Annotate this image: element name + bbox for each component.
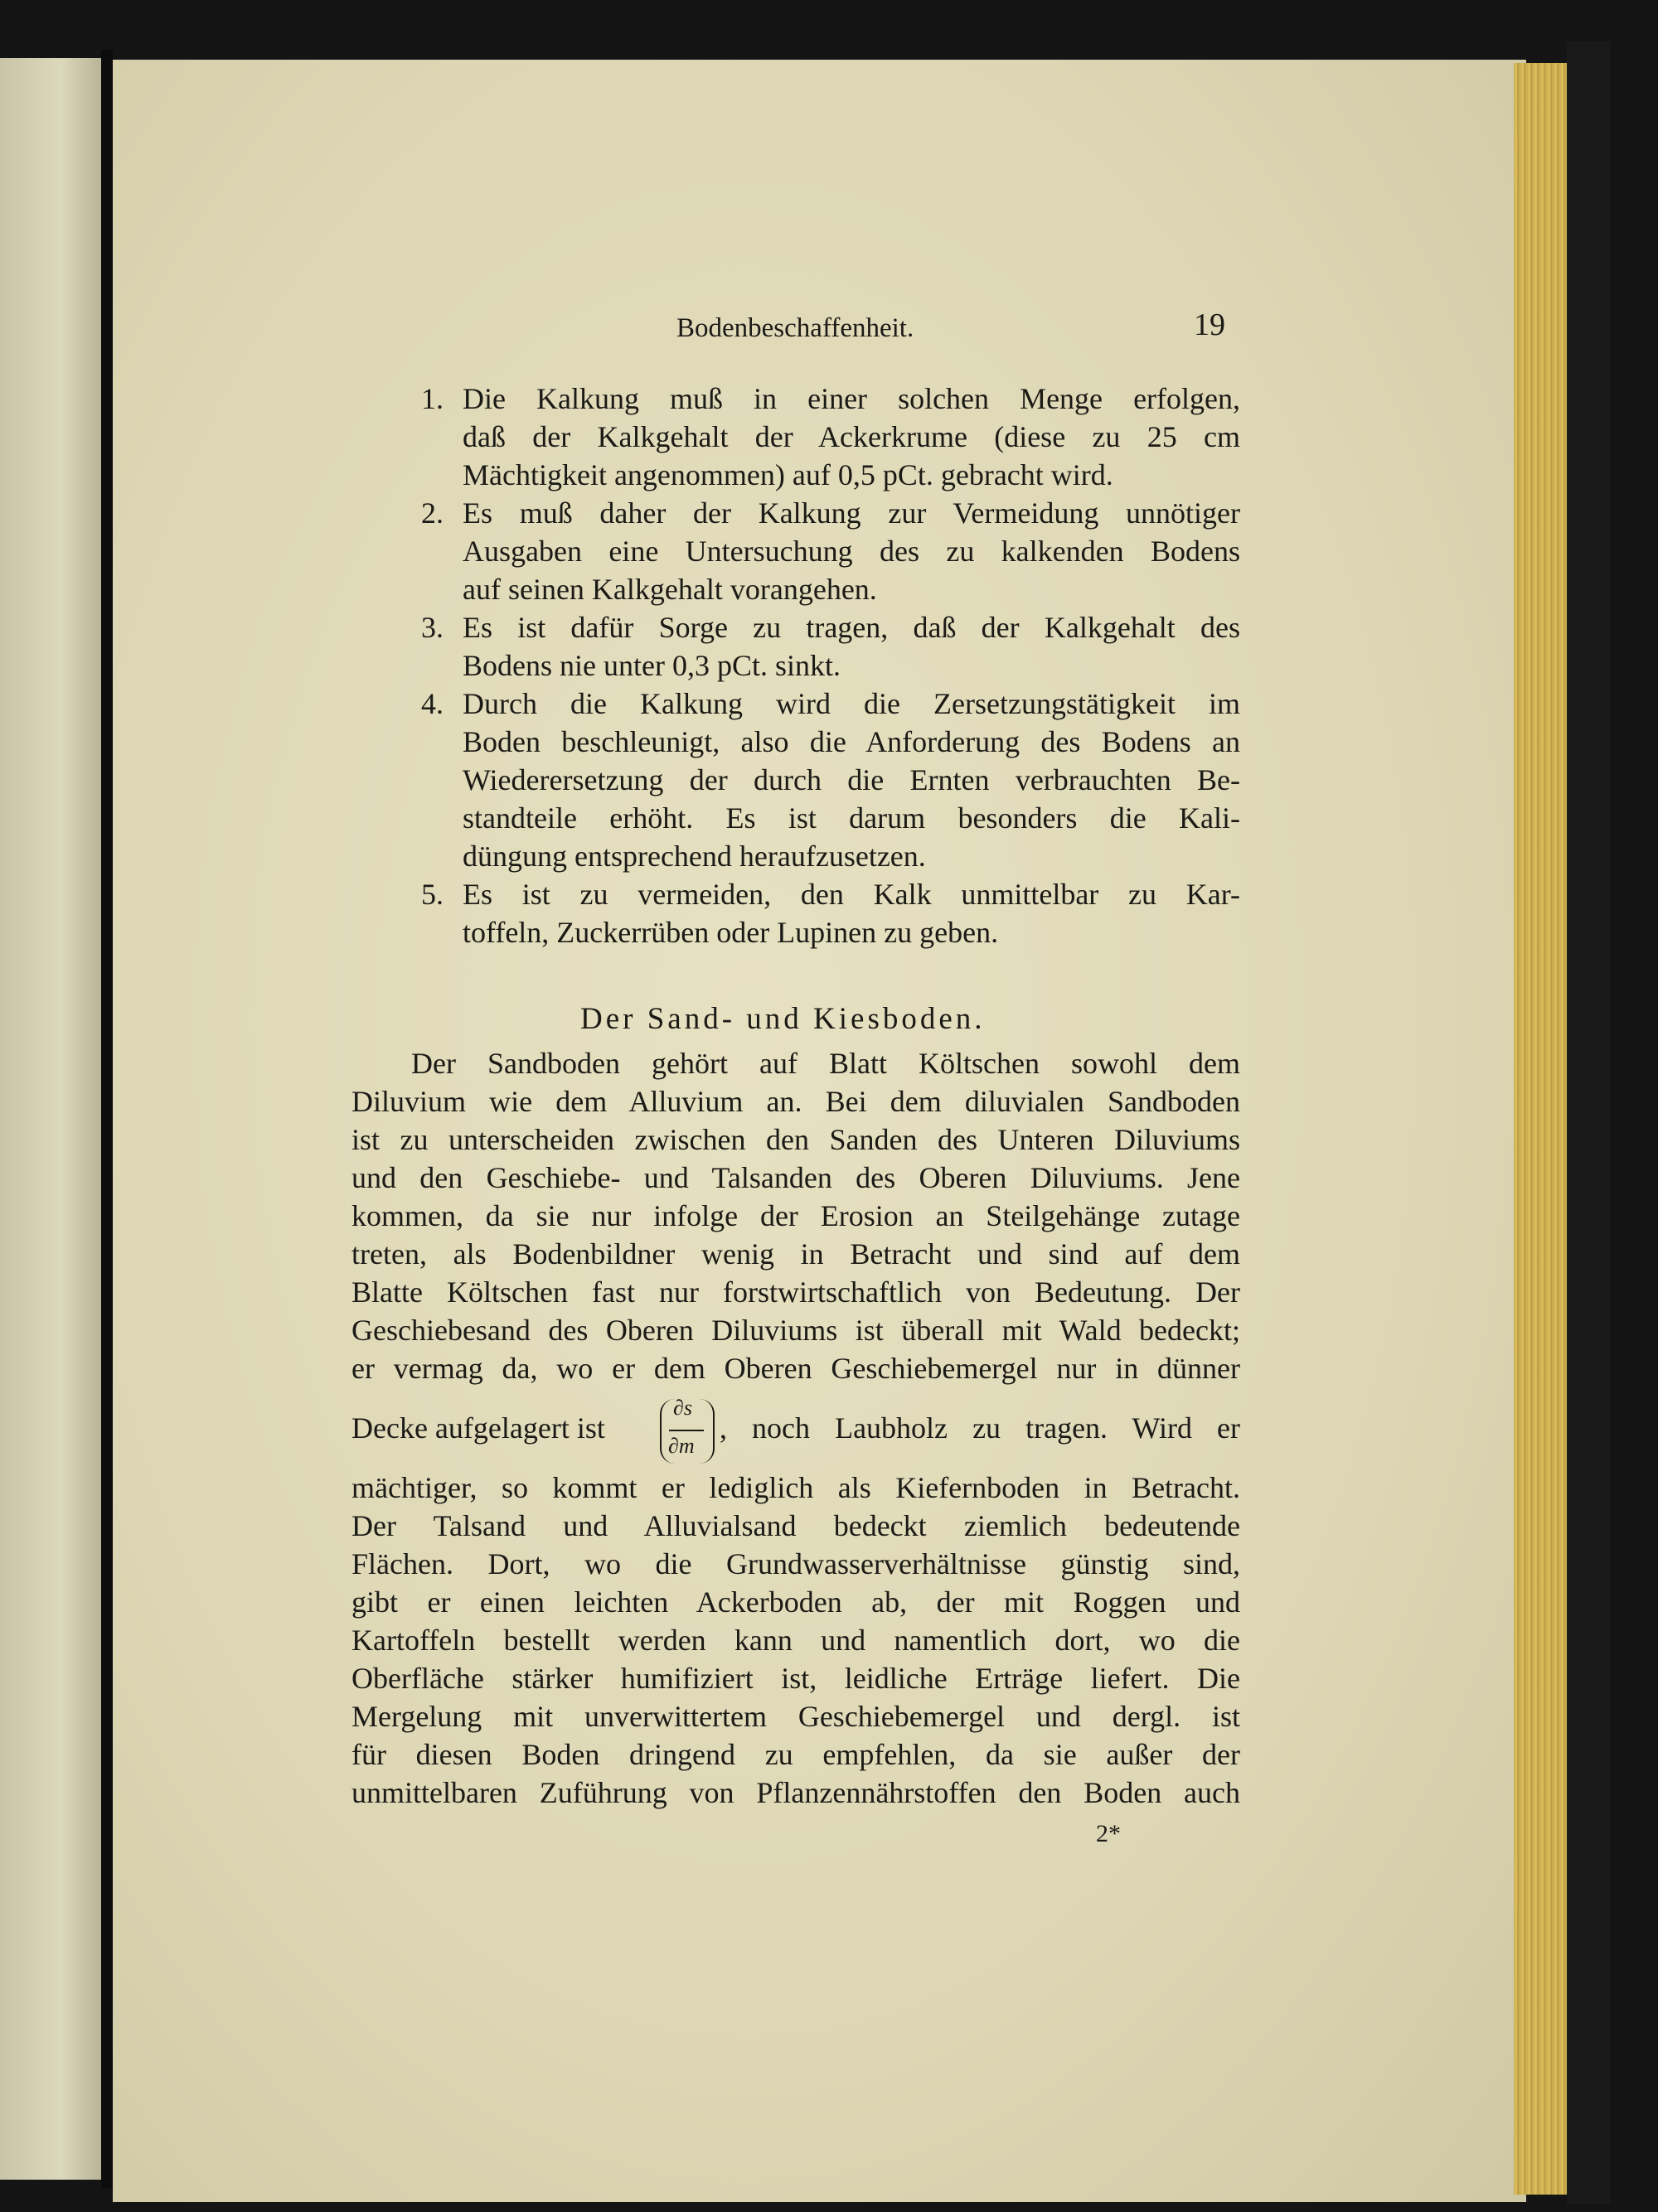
formula-line-after: , noch Laubholz zu tragen. Wird er [720,1411,1240,1445]
body-line: er vermag da, wo er dem Oberen Geschiebemergel nur in dünner [351,1352,1240,1385]
formula-line-before: Decke aufgelagert ist [351,1411,605,1445]
body-line: ist zu unterscheiden zwischen den Sanden des Unteren Diluviums [351,1123,1240,1156]
formula-denominator: ∂m [668,1434,695,1458]
signature-mark: 2* [1096,1820,1121,1847]
body-line: Der Talsand und Alluvialsand bedeckt ziemlich bedeutende [351,1509,1240,1542]
body-line: Blatte Költschen fast nur forstwirtschaftlich von Bedeutung. Der [351,1275,1240,1309]
book-gutter [101,50,113,2188]
body-line: Der Sandboden gehört auf Blatt Költschen sowohl dem [411,1047,1240,1080]
section-heading: Der Sand- und Kiesboden. [580,1002,986,1036]
body-line: Flächen. Dort, wo die Grundwasserverhältnisse günstig sind, [351,1547,1240,1580]
rule-line: Es ist dafür Sorge zu tragen, daß der Kalkgehalt des [463,611,1240,644]
rule-line: Bodens nie unter 0,3 pCt. sinkt. [463,649,841,682]
body-line: Mergelung mit unverwittertem Geschiebemergel und dergl. ist [351,1700,1240,1733]
body-line: treten, als Bodenbildner wenig in Betracht und sind auf dem [351,1237,1240,1271]
rule-line: Es muß daher der Kalkung zur Vermeidung unnötiger [463,496,1240,530]
rule-number: 1. [421,382,444,415]
left-page-edge [0,58,101,2180]
body-line: und den Geschiebe- und Talsanden des Oberen Diluviums. Jene [351,1161,1240,1194]
rule-line: Boden beschleunigt, also die Anforderung des Bodens an [463,725,1240,758]
body-line: Geschiebesand des Oberen Diluviums ist überall mit Wald bedeckt; [351,1314,1240,1347]
body-line: Kartoffeln bestellt werden kann und namentlich dort, wo die [351,1624,1240,1657]
body-line: Diluvium wie dem Alluvium an. Bei dem diluvialen Sandboden [351,1085,1240,1118]
rule-number: 5. [421,878,444,911]
body-line: für diesen Boden dringend zu empfehlen, da sie außer der [351,1738,1240,1771]
cover-edge [1567,41,1610,2205]
rule-number: 3. [421,611,444,644]
rule-line: Die Kalkung muß in einer solchen Menge erfolgen, [463,382,1240,415]
rule-line: düngung entsprechend heraufzusetzen. [463,840,926,873]
rule-number: 4. [421,687,444,720]
rule-line: Wiederersetzung der durch die Ernten verbrauchten Be- [463,763,1240,796]
page-number: 19 [1194,307,1225,342]
rule-line: Mächtigkeit angenommen) auf 0,5 pCt. gebracht wird. [463,458,1113,491]
body-line: unmittelbaren Zuführung von Pflanzennährstoffen den Boden auch [351,1776,1240,1809]
body-line: gibt er einen leichten Ackerboden ab, der mit Roggen und [351,1585,1240,1619]
body-line: mächtiger, so kommt er lediglich als Kiefernboden in Betracht. [351,1471,1240,1504]
rule-line: toffeln, Zuckerrüben oder Lupinen zu geben. [463,916,999,949]
page-edges [1514,63,1567,2195]
rule-line: Es ist zu vermeiden, den Kalk unmittelbar zu Kar- [463,878,1240,911]
body-line: kommen, da sie nur infolge der Erosion an Steilgehänge zutage [351,1199,1240,1232]
rule-line: auf seinen Kalkgehalt vorangehen. [463,573,877,606]
running-title: Bodenbeschaffenheit. [676,313,914,343]
rule-line: Durch die Kalkung wird die Zersetzungstätigkeit im [463,687,1240,720]
rule-line: standteile erhöht. Es ist darum besonders die Kali- [463,801,1240,835]
rule-number: 2. [421,496,444,530]
rule-line: Ausgaben eine Untersuchung des zu kalkenden Bodens [463,535,1240,568]
body-line: Oberfläche stärker humifiziert ist, leidliche Erträge liefert. Die [351,1662,1240,1695]
rule-line: daß der Kalkgehalt der Ackerkrume (diese zu 25 cm [463,420,1240,453]
formula-fraction-bar [669,1430,704,1431]
formula-numerator: ∂s [673,1396,692,1420]
